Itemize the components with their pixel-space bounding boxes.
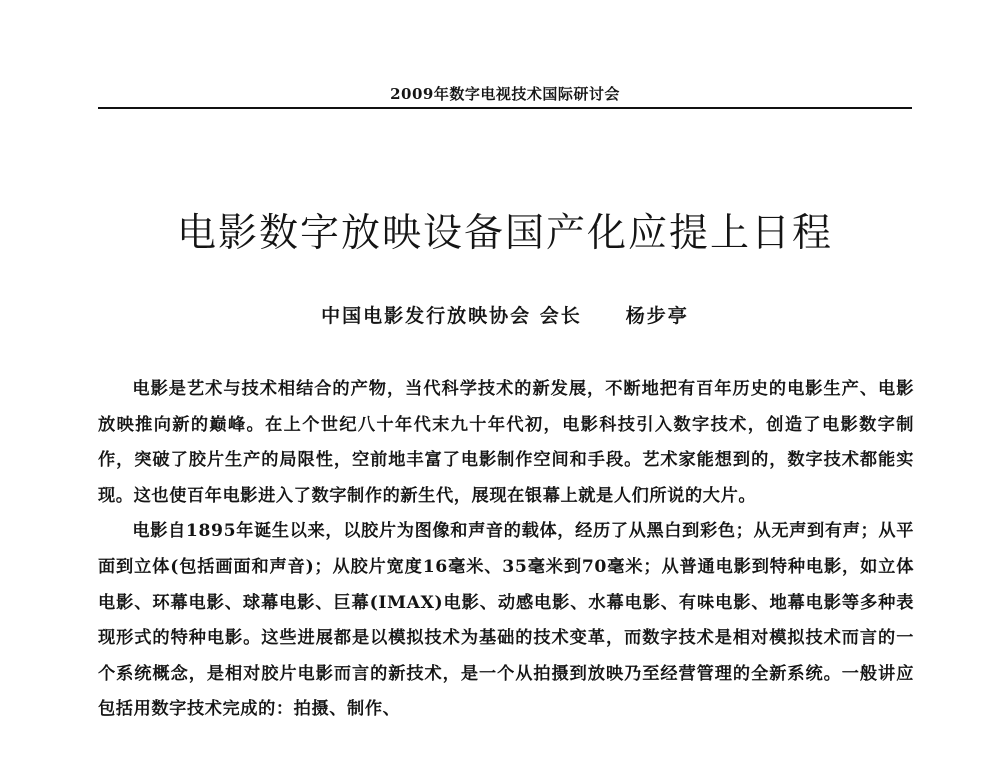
byline bbox=[98, 302, 912, 330]
header-rule bbox=[98, 107, 912, 109]
paper-title: 电影数字放映设备国产化应提上日程 bbox=[176, 211, 833, 256]
article-body bbox=[98, 372, 914, 728]
running-header: 2009年数字电视技术国际研讨会 bbox=[390, 85, 620, 103]
body-paragraph-2: 电影自1895年诞生以来，以胶片为图像和声音的载体，经历了从黑白到彩色；从无声到有声；从平面到立体(包括画面和声音)；从胶片宽度16毫米、35毫米到70毫米；从普通电影到特种电影，如立体电影、环幕电影、球幕电影、巨幕(IMAX)电影、动感电影、水幕电影、有味电影、地幕电影等多种表现形式的特种电影。这些进展都是以模拟技术为基础的技术变革，而数字技术是相对模拟技术而言的一个系统概念，是相对胶片电影而言的新技术，是一个从拍摄到放映乃至经营管理的全新系统。一般讲应包括用数字技术完成的：拍摄、制作、 bbox=[98, 521, 914, 720]
author-name: 杨步亭 bbox=[625, 305, 689, 327]
body-paragraph-1: 电影是艺术与技术相结合的产物，当代科学技术的新发展，不断地把有百年历史的电影生产、电影放映推向新的巅峰。在上个世纪八十年代末九十年代初，电影科技引入数字技术，创造了电影数字制作，突破了胶片生产的局限性，空前地丰富了电影制作空间和手段。艺术家能想到的，数字技术都能实现。这也使百年电影进入了数字制作的新生代，展现在银幕上就是人们所说的大片。 bbox=[98, 379, 914, 506]
author-affiliation: 中国电影发行放映协会 会长 bbox=[321, 305, 582, 327]
